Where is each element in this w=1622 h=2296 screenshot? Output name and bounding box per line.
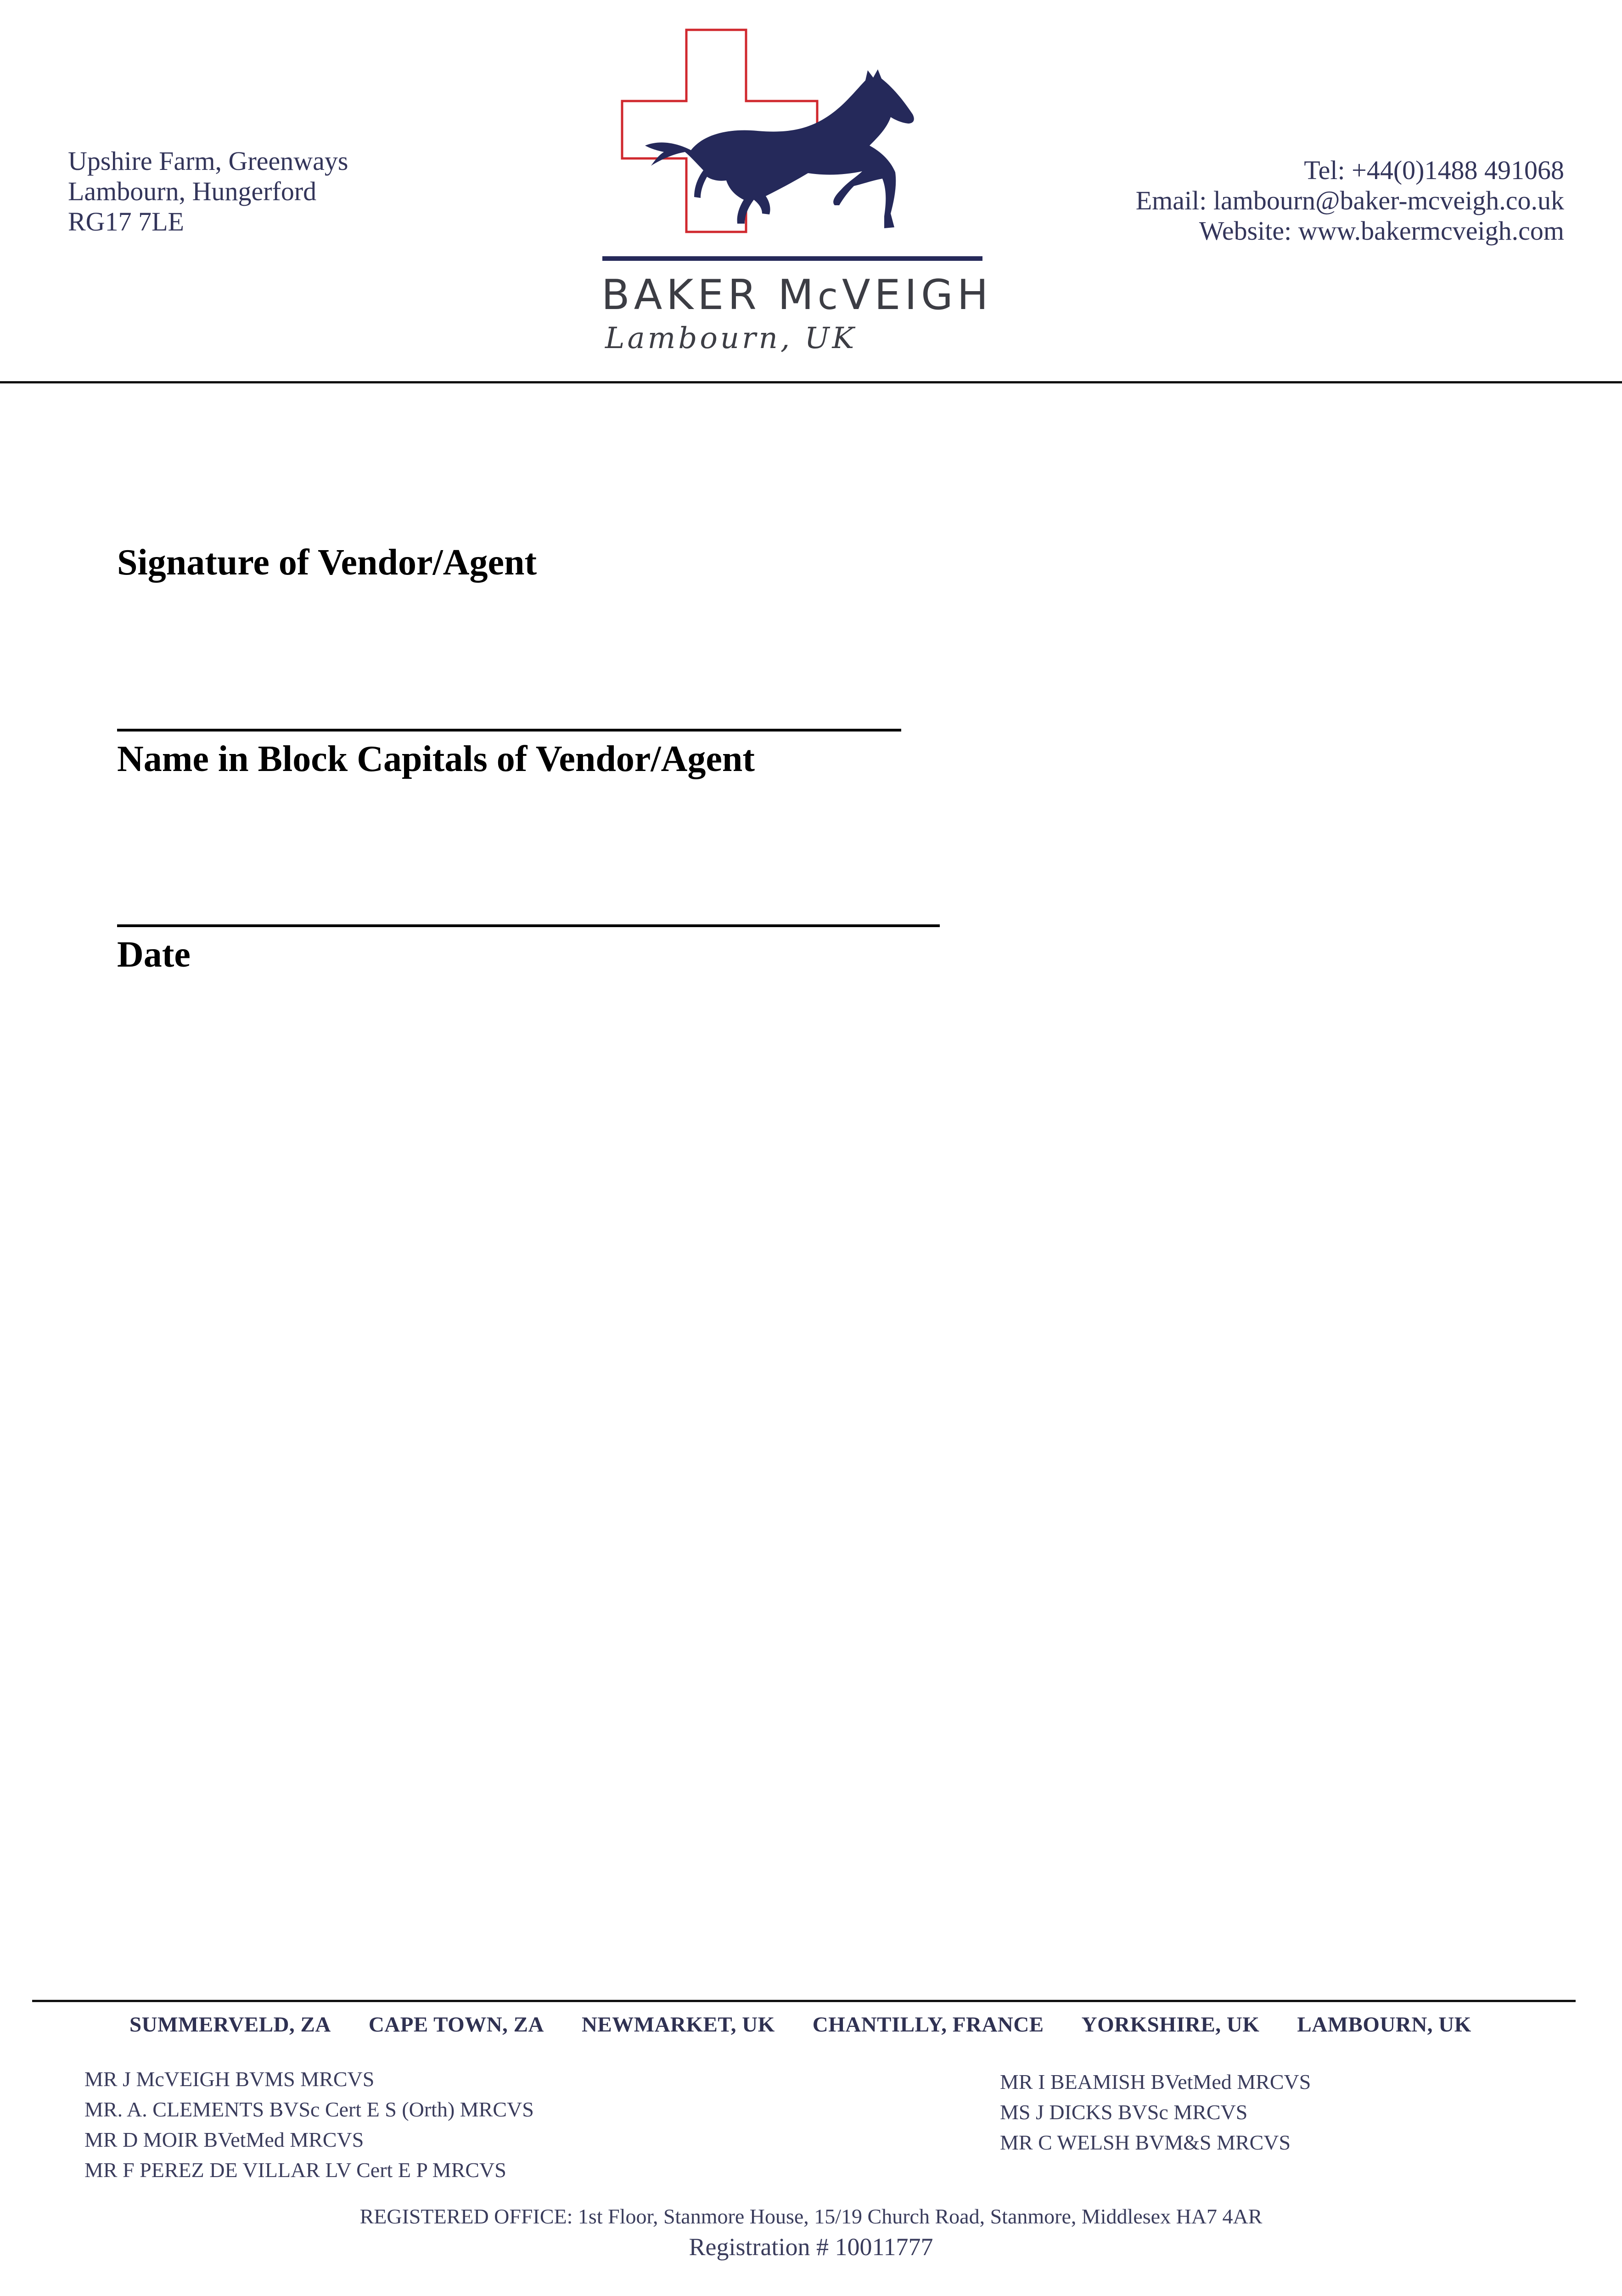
- location-item: CHANTILLY, FRANCE: [812, 2013, 1044, 2037]
- staff-member: MR I BEAMISH BVetMed MRCVS: [1000, 2070, 1311, 2093]
- staff-member: MR C WELSH BVM&S MRCVS: [1000, 2131, 1291, 2154]
- footer-divider: [32, 2000, 1576, 2002]
- location-item: NEWMARKET, UK: [581, 2013, 775, 2037]
- location-item: CAPE TOWN, ZA: [368, 2013, 544, 2037]
- location-item: SUMMERVELD, ZA: [129, 2013, 331, 2037]
- name-label: Name in Block Capitals of Vendor/Agent: [117, 739, 755, 779]
- location-item: YORKSHIRE, UK: [1081, 2013, 1260, 2037]
- brand-name: BAKER McVEIGH: [601, 271, 993, 319]
- address-line: Upshire Farm, Greenways: [68, 146, 348, 176]
- address-line: RG17 7LE: [68, 207, 184, 236]
- registration-number: Registration # 10011777: [689, 2233, 933, 2261]
- contact-website[interactable]: Website: www.bakermcveigh.com: [1199, 216, 1564, 246]
- name-line[interactable]: [117, 924, 940, 927]
- brand-subtitle: Lambourn, UK: [605, 321, 857, 355]
- contact-email[interactable]: Email: lambourn@baker-mcveigh.co.uk: [1135, 186, 1564, 215]
- header-divider: [0, 381, 1622, 383]
- horse-cross-icon: [597, 25, 987, 264]
- staff-member: MR J McVEIGH BVMS MRCVS: [84, 2067, 375, 2091]
- staff-member: MR D MOIR BVetMed MRCVS: [84, 2128, 364, 2151]
- signature-label: Signature of Vendor/Agent: [117, 542, 537, 583]
- contact-phone: Tel: +44(0)1488 491068: [1304, 155, 1564, 185]
- staff-member: MR. A. CLEMENTS BVSc Cert E S (Orth) MRCVS: [84, 2098, 534, 2121]
- staff-list-right: [1000, 2067, 1311, 2158]
- signature-line[interactable]: [117, 729, 901, 732]
- registered-office: REGISTERED OFFICE: 1st Floor, Stanmore House, 15/19 Church Road, Stanmore, Middlesex HA7 4AR: [359, 2205, 1263, 2228]
- office-locations: [129, 2012, 1471, 2037]
- date-label: Date: [117, 934, 191, 975]
- company-address: [68, 146, 348, 237]
- address-line: Lambourn, Hungerford: [68, 176, 317, 206]
- staff-member: MR F PEREZ DE VILLAR LV Cert E P MRCVS: [84, 2158, 506, 2182]
- contact-info: [1136, 155, 1564, 246]
- staff-list-left: [84, 2064, 534, 2185]
- location-item: LAMBOURN, UK: [1297, 2013, 1471, 2037]
- staff-member: MS J DICKS BVSc MRCVS: [1000, 2100, 1248, 2124]
